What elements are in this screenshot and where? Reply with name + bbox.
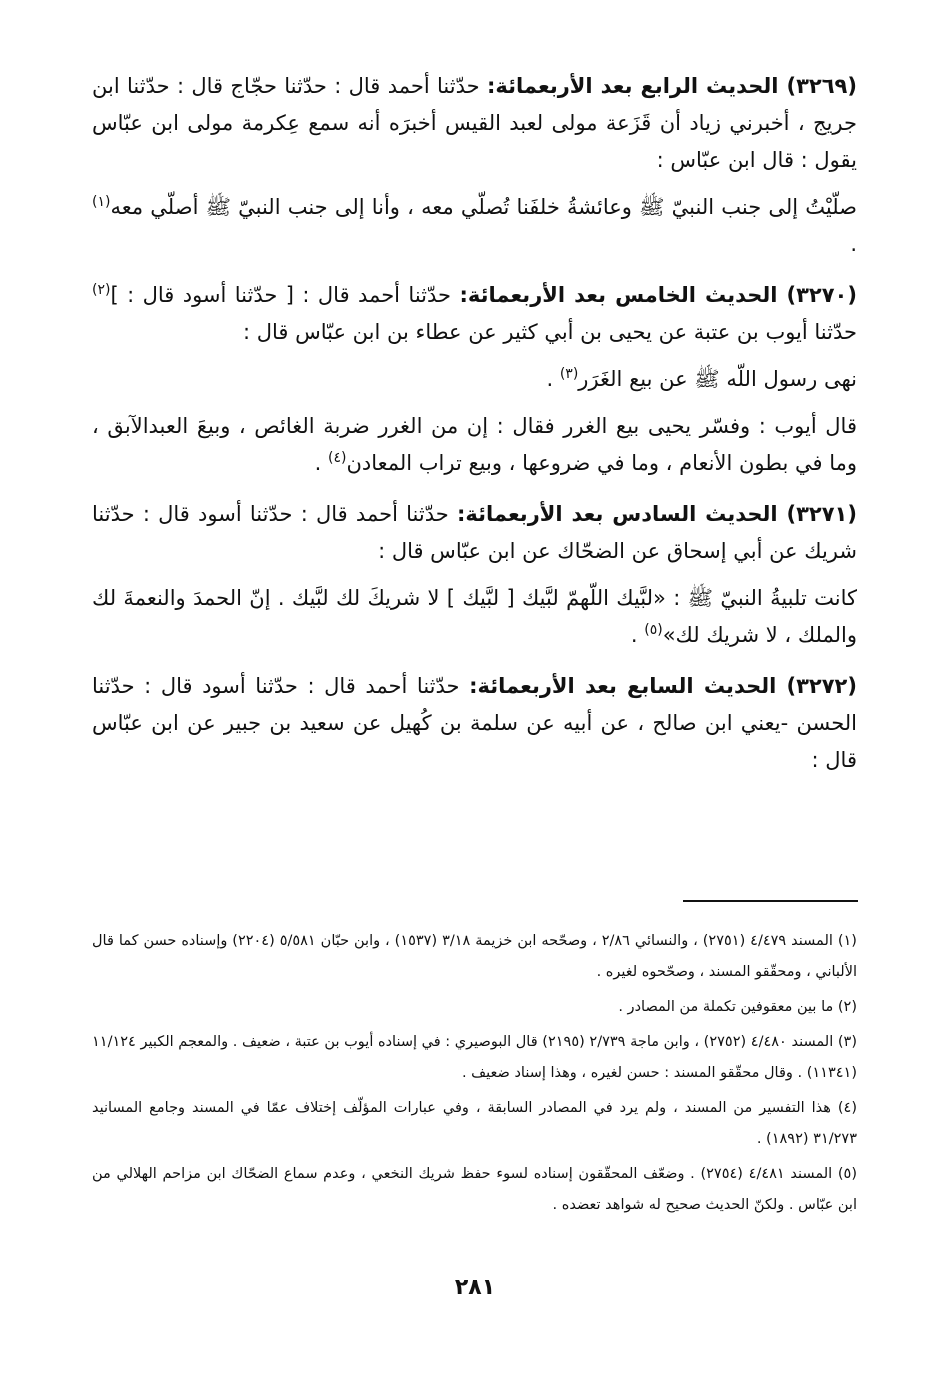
footnote-ref[interactable]: (٤) (327, 450, 347, 466)
hadith-matn: نهى رسول اللّه ﷺ عن بيع الغَرَر$^{(٣)}$ . (546, 366, 857, 391)
footnote-ref[interactable]: (٥) (644, 622, 663, 638)
hadith-heading: (٣٢٦٩) الحديث الرابع بعد الأربعمائة: (486, 74, 857, 98)
footnote-ref[interactable]: (٣) (559, 366, 579, 382)
hadith-explanation: قال أيوب : وفسّر يحيى بيع الغرر فقال : إن من الغرر ضربة الغائص ، وبيعَ العبدالآبق ، وما في بطون الأنعام ، وما في ضروعها ، وبيع تراب المعادن$^{(٤)}$ . (92, 414, 857, 475)
matn-text: نهى رسول اللّه ﷺ عن بيع الغَرَر (578, 367, 857, 391)
matn-text: صلّيْتُ إلى جنب النبيّ ﷺ وعائشةُ خلفَنا تُصلّي معه ، وأنا إلى جنب النبيّ ﷺ أصلّي معه (110, 195, 857, 219)
page-number: ٢٨١ (454, 1275, 496, 1300)
hadith-3270 (92, 277, 857, 482)
hadith-isnad (92, 277, 857, 351)
hadith-heading: (٣٢٧٠) الحديث الخامس بعد الأربعمائة: (459, 283, 857, 307)
hadith-3269 (92, 68, 857, 263)
hadith-heading: (٣٢٧١) الحديث السادس بعد الأربعمائة: (456, 502, 857, 526)
hadith-isnad (92, 68, 857, 179)
footnote-4: (٤) هذا التفسير من المسند ، ولم يرد في المصادر السابقة ، وفي عبارات المؤلّف إختلاف عمّا في المسند وجامع المسانيد ٣١/٢٧٣ (١٨٩٢) . (92, 1100, 857, 1147)
footnote-5: (٥) المسند ٤/٤٨١ (٢٧٥٤) . وضعّف المحقّقون إسناده لسوء حفظ شريك النخعي ، وعدم سماع الضحّاك ابن مزاحم الهلالي من ابن عبّاس . ولكنّ الحديث صحيح له شواهد تعضده . (92, 1166, 857, 1213)
isnad-text: حدّثنا أحمد قال : حدّثنا حجّاج قال : حدّثنا ابن جريج ، أخبرني زياد أن قَزَعة مولى لعبد القيس أخبرَه أنه سمع عِكرمة مولى ابن عبّاس يقول : قال ابن عبّاس : (92, 74, 857, 172)
hadith-isnad (92, 496, 857, 570)
isnad-text-continued: حدّثنا أيوب بن عتبة عن يحيى بن أبي كثير عن عطاء بن ابن عبّاس قال : (242, 320, 857, 344)
isnad-text: حدّثنا أحمد قال : حدّثنا أسود قال : حدّثنا الحسن -يعني ابن صالح ، عن أبيه عن سلمة بن كُهيل عن سعيد بن جبير عن ابن عبّاس قال : (92, 674, 857, 772)
hadith-matn: صلّيْتُ إلى جنب النبيّ ﷺ وعائشةُ خلفَنا تُصلّي معه ، وأنا إلى جنب النبيّ ﷺ أصلّي معه$^{(١)}$ . (92, 194, 857, 256)
hadith-3271 (92, 496, 857, 654)
main-text (92, 68, 857, 793)
isnad-text: حدّثنا أحمد قال : [ حدّثنا أسود قال : ] (110, 283, 452, 307)
hadith-heading: (٣٢٧٢) الحديث السابع بعد الأربعمائة: (469, 674, 857, 698)
isnad-text: حدّثنا أحمد قال : حدّثنا أسود قال : حدّثنا شريك عن أبي إسحاق عن الضحّاك عن ابن عبّاس قال : (92, 502, 857, 563)
footnote-divider (683, 900, 858, 902)
footnote-1: (١) المسند ٤/٤٧٩ (٢٧٥١) ، والنسائي ٢/٨٦ ، وصحّحه ابن خزيمة ٣/١٨ (١٥٣٧) ، وابن حبّان ٥/٥٨١ (٢٢٠٤) وإسناده حسن كما قال الألباني ، ومحقّقو المسند ، وصحّحوه لغيره . (92, 933, 857, 980)
explanation-text: قال أيوب : وفسّر يحيى بيع الغرر فقال : إن من الغرر ضربة الغائص ، وبيعَ العبدالآبق ، وما في بطون الأنعام ، وما في ضروعها ، وبيع تراب المعادن (92, 414, 857, 475)
footnote-ref[interactable]: (١) (92, 194, 111, 210)
footnotes-section (92, 926, 857, 1225)
hadith-3272 (92, 668, 857, 779)
footnote-ref[interactable]: (٢) (92, 282, 111, 298)
hadith-matn: كانت تلبيةُ النبيّ ﷺ : «لبَّيك اللّهمّ لبَّيك [ لبَّيك ] لا شريكَ لك لبَّيك . إنّ الحمدَ والنعمةَ لك والملك ، لا شريك لك»$^{(٥)}$ . (92, 586, 857, 647)
footnote-3: (٣) المسند ٤/٤٨٠ (٢٧٥٢) ، وابن ماجة ٢/٧٣٩ (٢١٩٥) قال البوصيري : في إسناده أيوب بن عتبة ، ضعيف . والمعجم الكبير ١١/١٢٤ (١١٣٤١) . وقال محقّقو المسند : حسن لغيره ، وهذا إسناد ضعيف . (92, 1034, 857, 1081)
matn-text: كانت تلبيةُ النبيّ ﷺ : «لبَّيك اللّهمّ لبَّيك [ لبَّيك ] لا شريكَ لك لبَّيك . إنّ الحمدَ والنعمةَ لك والملك ، لا شريك لك» (92, 586, 857, 647)
footnote-2: (٢) ما بين معقوفين تكملة من المصادر . (618, 999, 857, 1015)
hadith-isnad (92, 668, 857, 779)
